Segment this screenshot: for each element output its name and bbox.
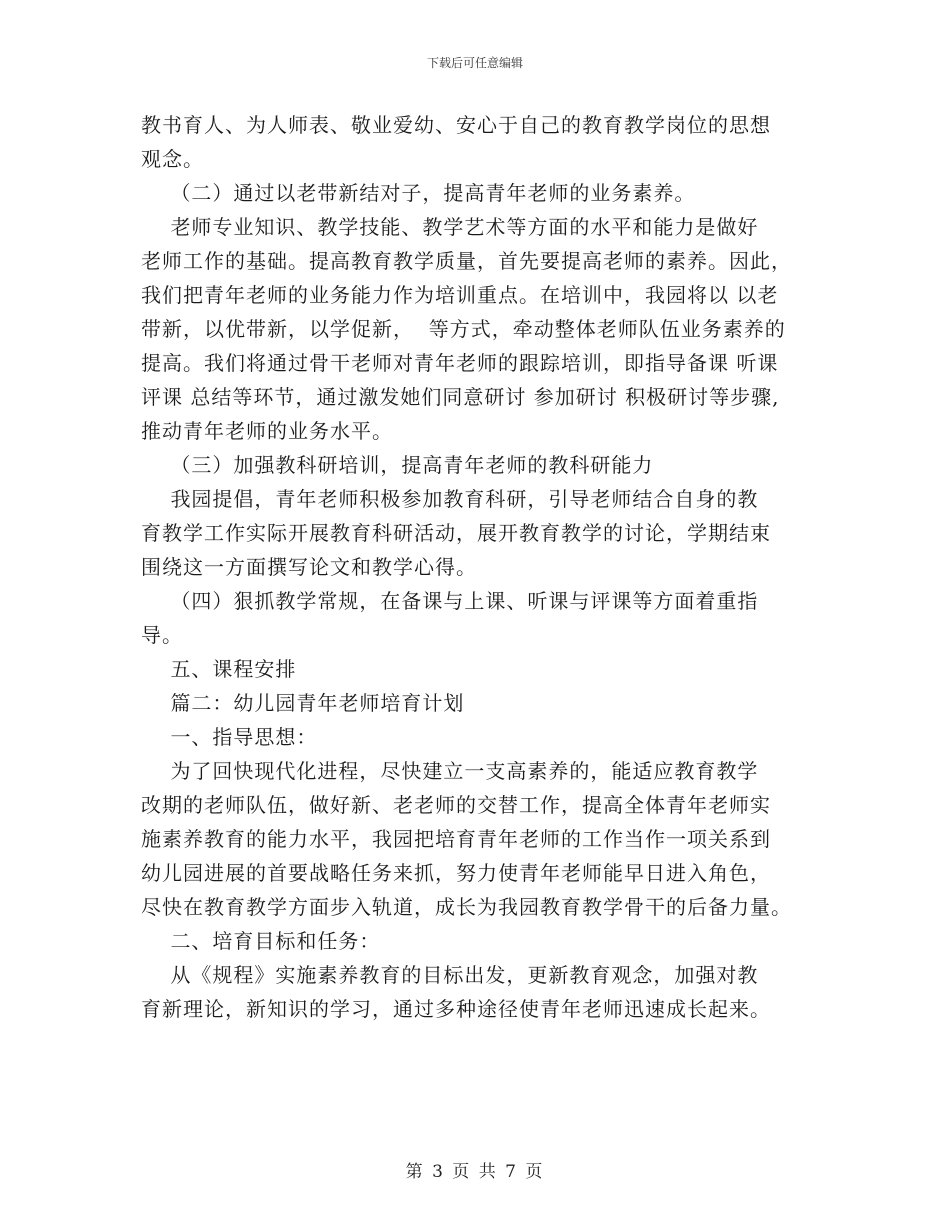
document-body [141, 108, 831, 1026]
text-line: 施素养教育的能力水平，我园把培育青年老师的工作当作一项关系到 [141, 827, 771, 851]
text-line: 我们把青年老师的业务能力作为培训重点。在培训中，我园将以 以老 [141, 283, 779, 307]
text-line: 育新理论，新知识的学习，通过多种途径使青年老师迅速成长起来。 [141, 997, 771, 1021]
text-line: 带新，以优带新，以学促新， 等方式，牵动整体老师队伍业务素养的 [141, 317, 786, 341]
text-line: 育教学工作实际开展教育科研活动，展开教育教学的讨论，学期结束 [141, 521, 771, 545]
text-line: 五、课程安排 [141, 657, 297, 681]
page-number: 第 3 页 共 7 页 [405, 1162, 545, 1182]
text-line: 为了回快现代化进程，尽快建立一支高素养的，能适应教育教学 [141, 759, 759, 783]
text-line: 提高。我们将通过骨干老师对青年老师的跟踪培训，即指导备课 听课 [141, 351, 779, 375]
text-line: 评课 总结等环节，通过激发她们同意研讨 参加研讨 积极研讨等步骤, [141, 385, 780, 409]
text-line: （三）加强教科研培训，提高青年老师的教科研能力 [141, 453, 654, 477]
text-line: （四）狠抓教学常规，在备课与上课、听课与评课等方面着重指 [141, 589, 759, 613]
text-line: 二、培育目标和任务： [141, 929, 381, 953]
text-line: 一、指导思想： [141, 725, 318, 749]
text-line: 老师工作的基础。提高教育教学质量，首先要提高老师的素养。因此， [141, 249, 792, 273]
text-line: 从《规程》实施素养教育的目标出发，更新教育观念，加强对教 [141, 963, 759, 987]
text-line: （二）通过以老带新结对子，提高青年老师的业务素养。 [141, 181, 696, 205]
text-line: 推动青年老师的业务水平。 [141, 419, 393, 443]
text-line: 尽快在教育教学方面步入轨道，成长为我园教育教学骨干的后备力量。 [141, 895, 792, 919]
text-line: 老师专业知识、教学技能、教学艺术等方面的水平和能力是做好 [141, 215, 759, 239]
text-line: 幼儿园进展的首要战略任务来抓，努力使青年老师能早日进入角色， [141, 861, 771, 885]
text-line: 围绕这一方面撰写论文和教学心得。 [141, 555, 477, 579]
text-line: 篇二：幼儿园青年老师培育计划 [141, 691, 465, 715]
page-header: 下载后可任意编辑 [426, 56, 523, 70]
text-line: 导。 [141, 623, 183, 647]
text-line: 观念。 [141, 147, 204, 171]
text-line: 改期的老师队伍，做好新、老老师的交替工作，提高全体青年老师实 [141, 793, 771, 817]
text-line: 我园提倡，青年老师积极参加教育科研，引导老师结合自身的教 [141, 487, 759, 511]
text-line: 教书育人、为人师表、敬业爱幼、安心于自己的教育教学岗位的思想 [141, 113, 771, 137]
